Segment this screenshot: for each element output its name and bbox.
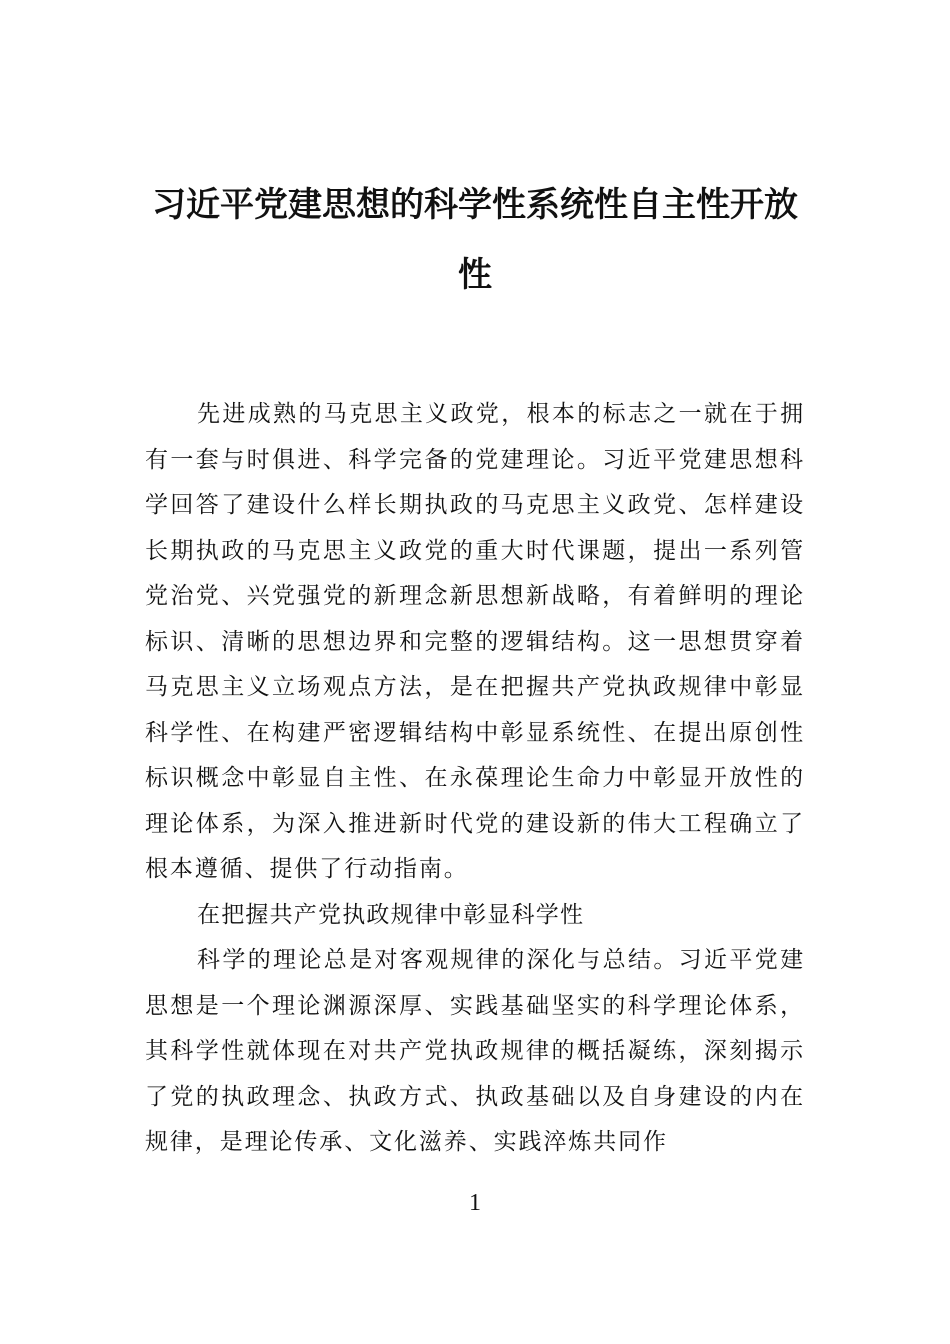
- document-title: 习近平党建思想的科学性系统性自主性开放性: [152, 185, 798, 295]
- page-number: 1: [469, 1190, 481, 1216]
- document-body: [145, 392, 805, 1166]
- paragraph-intro: 先进成熟的马克思主义政党，根本的标志之一就在于拥有一套与时俱进、科学完备的党建理论。习近平党建思想科学回答了建设什么样长期执政的马克思主义政党、怎样建设长期执政的马克思主义政党的重大时代课题，提出一系列管党治党、兴党强党的新理念新思想新战略，有着鲜明的理论标识、清晰的思想边界和完整的逻辑结构。这一思想贯穿着马克思主义立场观点方法，是在把握共产党执政规律中彰显科学性、在构建严密逻辑结构中彰显系统性、在提出原创性标识概念中彰显自主性、在永葆理论生命力中彰显开放性的理论体系，为深入推进新时代党的建设新的伟大工程确立了根本遵循、提供了行动指南。: [145, 401, 805, 882]
- paragraph-science: 科学的理论总是对客观规律的深化与总结。习近平党建思想是一个理论渊源深厚、实践基础坚实的科学理论体系，其科学性就体现在对共产党执政规律的概括凝练，深刻揭示了党的执政理念、执政方式、执政基础以及自身建设的内在规律，是理论传承、文化滋养、实践淬炼共同作: [145, 947, 805, 1155]
- section-heading: 在把握共产党执政规律中彰显科学性: [197, 901, 585, 928]
